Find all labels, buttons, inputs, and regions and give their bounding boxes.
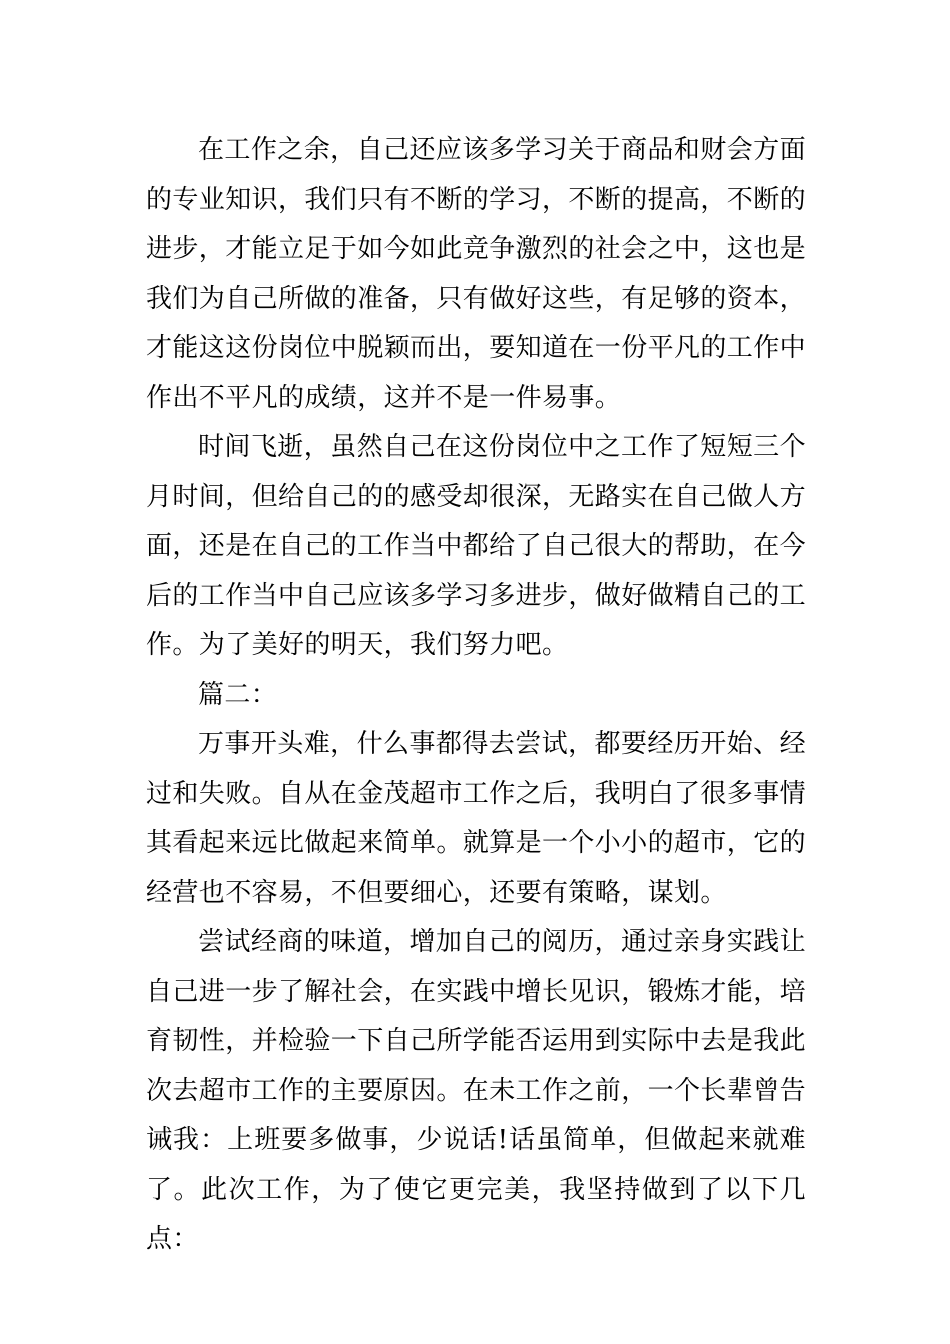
document-body (146, 126, 806, 1265)
section-heading-part-two: 篇二： (198, 679, 278, 710)
paragraph-beginning: 万事开头难，什么事都得去尝试，都要经历开始、经过和失败。自从在金茂超市工作之后，我明白了很多事情其看起来远比做起来简单。就算是一个小小的超市，它的经营也不容易，不但要细心，还要有策略，谋划。 (146, 729, 807, 908)
paragraph-study: 在工作之余，自己还应该多学习关于商品和财会方面的专业知识，我们只有不断的学习，不断的提高，不断的进步，才能立足于如今如此竞争激烈的社会之中，这也是我们为自己所做的准备，只有做好这些，有足够的资本，才能这这份岗位中脱颖而出，要知道在一份平凡的工作中作出不平凡的成绩，这并不是一件易事。 (146, 135, 807, 413)
paragraph-time-flies: 时间飞逝，虽然自己在这份岗位中之工作了短短三个月时间，但给自己的的感受却很深，无路实在自己做人方面，还是在自己的工作当中都给了自己很大的帮助，在今后的工作当中自己应该多学习多进步，做好做精自己的工作。为了美好的明天，我们努力吧。 (146, 432, 807, 660)
paragraph-experience: 尝试经商的味道，增加自己的阅历，通过亲身实践让自己进一步了解社会，在实践中增长见识，锻炼才能，培育韧性，并检验一下自己所学能否运用到实际中去是我此次去超市工作的主要原因。在未工作之前，一个长辈曾告诫我：上班要多做事，少说话!话虽简单，但做起来就难了。此次工作，为了使它更完美，我坚持做到了以下几点： (146, 927, 807, 1254)
